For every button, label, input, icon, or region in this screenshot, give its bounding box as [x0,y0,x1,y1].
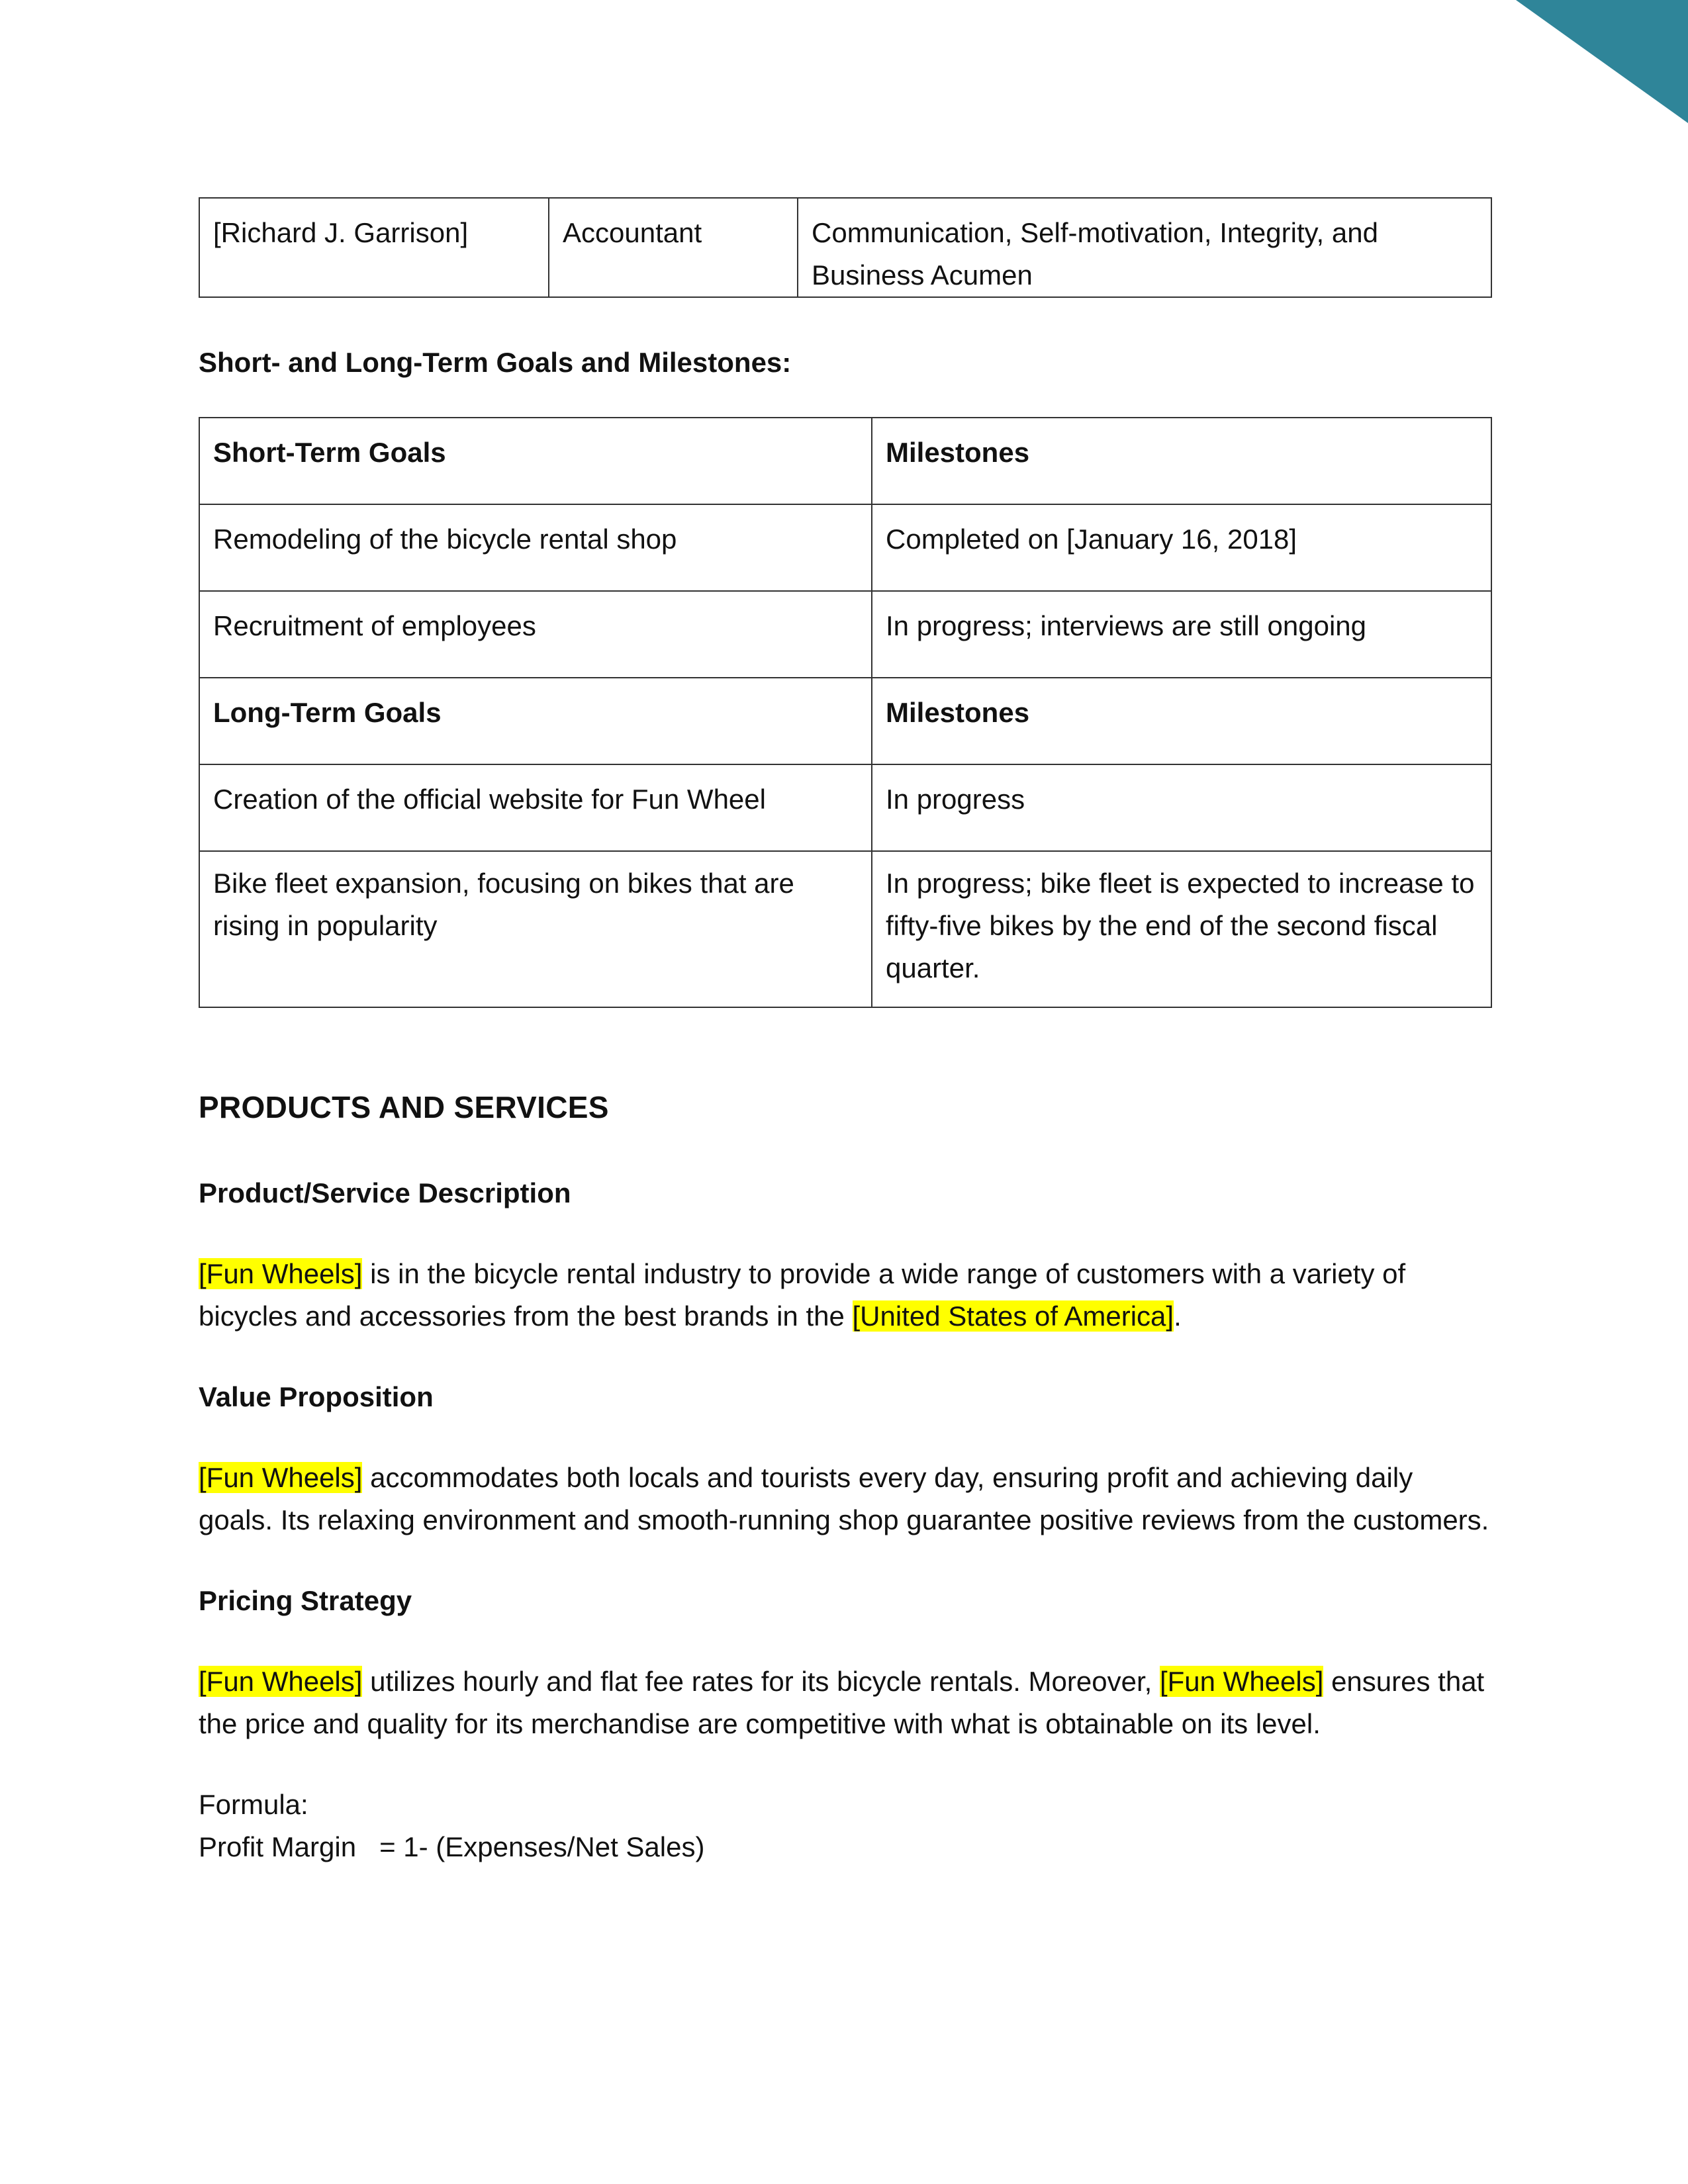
placeholder-highlight: [Fun Wheels] [199,1462,363,1493]
corner-accent-triangle [1516,0,1688,123]
description-heading: Product/Service Description [199,1177,571,1208]
milestone-cell: In progress; interviews are still ongoing [872,591,1491,678]
value-paragraph: [Fun Wheels] accommodates both locals and tourists every day, ensuring profit and achieving daily goals. Its relaxing environment and smooth-running shop guarantee positive reviews from the customers. [199,1462,1489,1535]
table-row [199,764,1491,851]
long-term-goals-header: Long-Term Goals [199,678,872,764]
description-paragraph: [Fun Wheels] is in the bicycle rental industry to provide a wide range of customers with a variety of bicycles and accessories from the best brands in the [United States of America]. [199,1258,1406,1332]
goal-cell: Recruitment of employees [199,591,872,678]
goal-cell: Remodeling of the bicycle rental shop [199,504,872,591]
short-term-goals-header: Short-Term Goals [199,418,872,504]
table-row [199,504,1491,591]
formula-label: Formula: [199,1789,308,1820]
placeholder-highlight: [Fun Wheels] [1159,1666,1324,1697]
team-member-skills: Communication, Self-motivation, Integrity, and Business Acumen [798,198,1491,297]
milestone-cell: Completed on [January 16, 2018] [872,504,1491,591]
pricing-heading: Pricing Strategy [199,1585,412,1616]
placeholder-highlight: [United States of America] [852,1300,1174,1332]
formula-line: Profit Margin = 1- (Expenses/Net Sales) [199,1831,705,1862]
team-member-name: [Richard J. Garrison] [199,198,549,297]
team-member-role: Accountant [549,198,798,297]
table-row [199,851,1491,1007]
milestone-cell: In progress; bike fleet is expected to increase to fifty-five bikes by the end of the second fiscal quarter. [872,851,1491,1007]
pricing-paragraph: [Fun Wheels] utilizes hourly and flat fee rates for its bicycle rentals. Moreover, [Fun Wheels] ensures that the price and quality for its merchandise are competitive with what is obtainable on its level. [199,1666,1485,1739]
placeholder-highlight: [Fun Wheels] [199,1666,363,1697]
placeholder-highlight: [Fun Wheels] [199,1258,363,1289]
table-header-row [199,678,1491,764]
milestones-header: Milestones [872,418,1491,504]
table-header-row [199,418,1491,504]
products-section-title: PRODUCTS AND SERVICES [199,1090,609,1124]
document-body [199,197,1491,1868]
table-row [199,591,1491,678]
goals-heading: Short- and Long-Term Goals and Milestones: [199,347,792,378]
milestones-header: Milestones [872,678,1491,764]
milestone-cell: In progress [872,764,1491,851]
value-heading: Value Proposition [199,1381,434,1412]
goal-cell: Bike fleet expansion, focusing on bikes that are rising in popularity [199,851,872,1007]
goals-table [199,417,1492,1008]
team-table [199,197,1492,298]
table-row [199,198,1491,297]
goal-cell: Creation of the official website for Fun Wheel [199,764,872,851]
